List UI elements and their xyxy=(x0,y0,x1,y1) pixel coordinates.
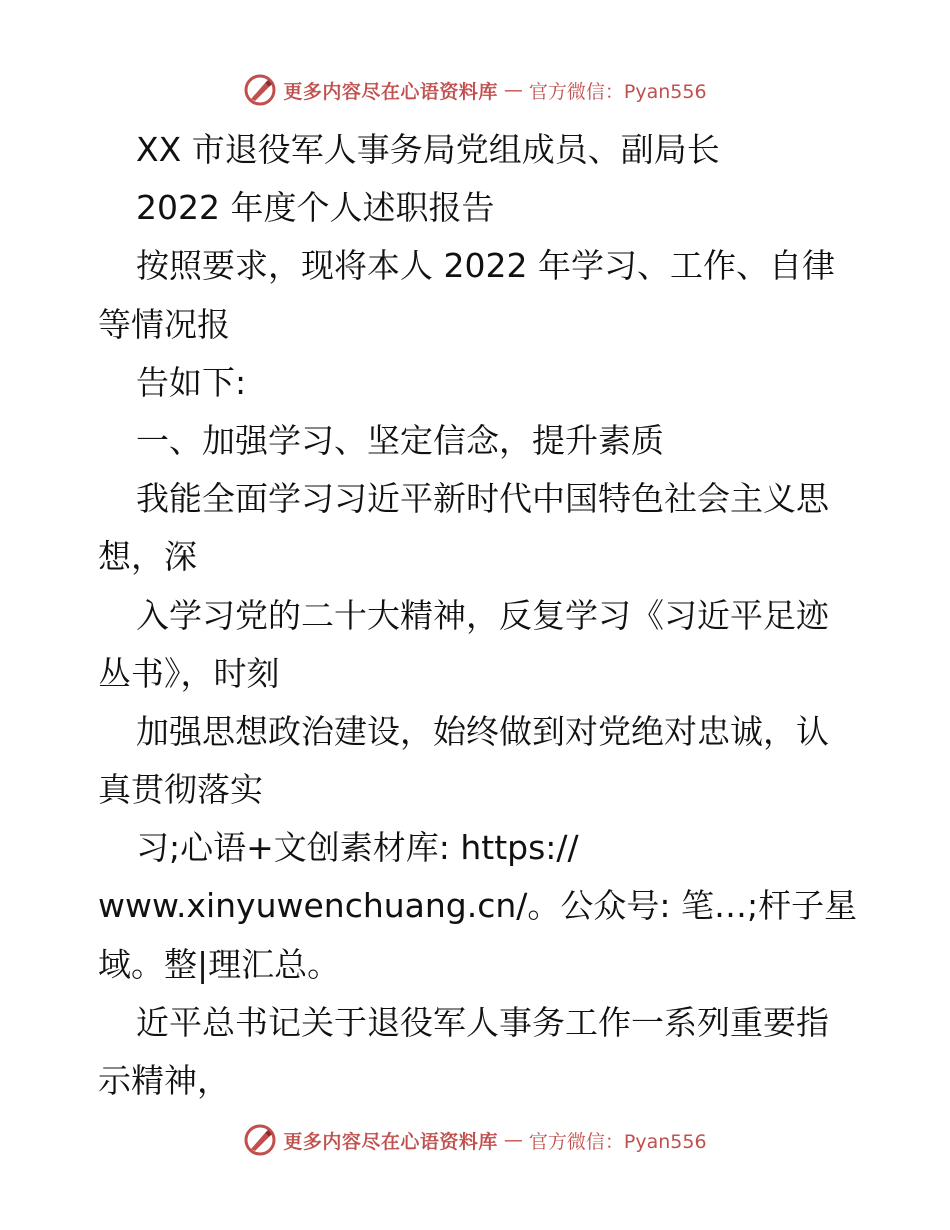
paragraph-line: www.xinyuwenchuang.cn/。公众号: 笔…;杆子星 xyxy=(98,886,858,926)
paragraph-line: 我能全面学习习近平新时代中国特色社会主义思 xyxy=(136,479,829,519)
paragraph-line: 等情况报 xyxy=(98,304,230,344)
watermark-banner-top xyxy=(0,70,950,110)
paragraph-line: 加强思想政治建设，始终做到对党绝对忠诚，认 xyxy=(136,711,829,751)
watermark-contact: 官方微信：Pyan556 xyxy=(528,1130,707,1153)
paragraph-line: 入学习党的二十大精神，反复学习《习近平足迹 xyxy=(136,595,829,635)
paragraph-line: 域。整|理汇总。 xyxy=(98,944,341,984)
paragraph-line: 想，深 xyxy=(98,537,197,577)
paragraph-line: 告如下: xyxy=(136,362,247,402)
watermark-banner-bottom xyxy=(0,1120,950,1160)
watermark-text: 更多内容尽在心语资料库 xyxy=(283,1130,498,1153)
paragraph-line: 习;心语+文创素材库: https:// xyxy=(136,828,579,868)
watermark-dash: — xyxy=(503,1129,523,1151)
paragraph-line: 真贯彻落实 xyxy=(98,770,263,810)
paragraph-line: 按照要求，现将本人 2022 年学习、工作、自律 xyxy=(136,246,835,286)
paragraph-line: 近平总书记关于退役军人事务工作一系列重要指 xyxy=(136,1002,829,1042)
paragraph-line: 丛书》，时刻 xyxy=(98,653,280,693)
watermark-dash: — xyxy=(503,79,523,101)
title-line-2: 2022 年度个人述职报告 xyxy=(136,188,495,228)
title-line-1: XX 市退役军人事务局党组成员、副局长 xyxy=(136,130,720,169)
document-body xyxy=(98,121,858,1110)
watermark-text: 更多内容尽在心语资料库 xyxy=(283,80,498,103)
watermark-contact: 官方微信：Pyan556 xyxy=(528,80,707,103)
paragraph-line: 示精神， xyxy=(98,1061,230,1100)
pen-logo-icon xyxy=(243,1123,277,1157)
pen-logo-icon xyxy=(243,73,277,107)
section-heading: 一、加强学习、坚定信念，提升素质 xyxy=(136,420,664,460)
